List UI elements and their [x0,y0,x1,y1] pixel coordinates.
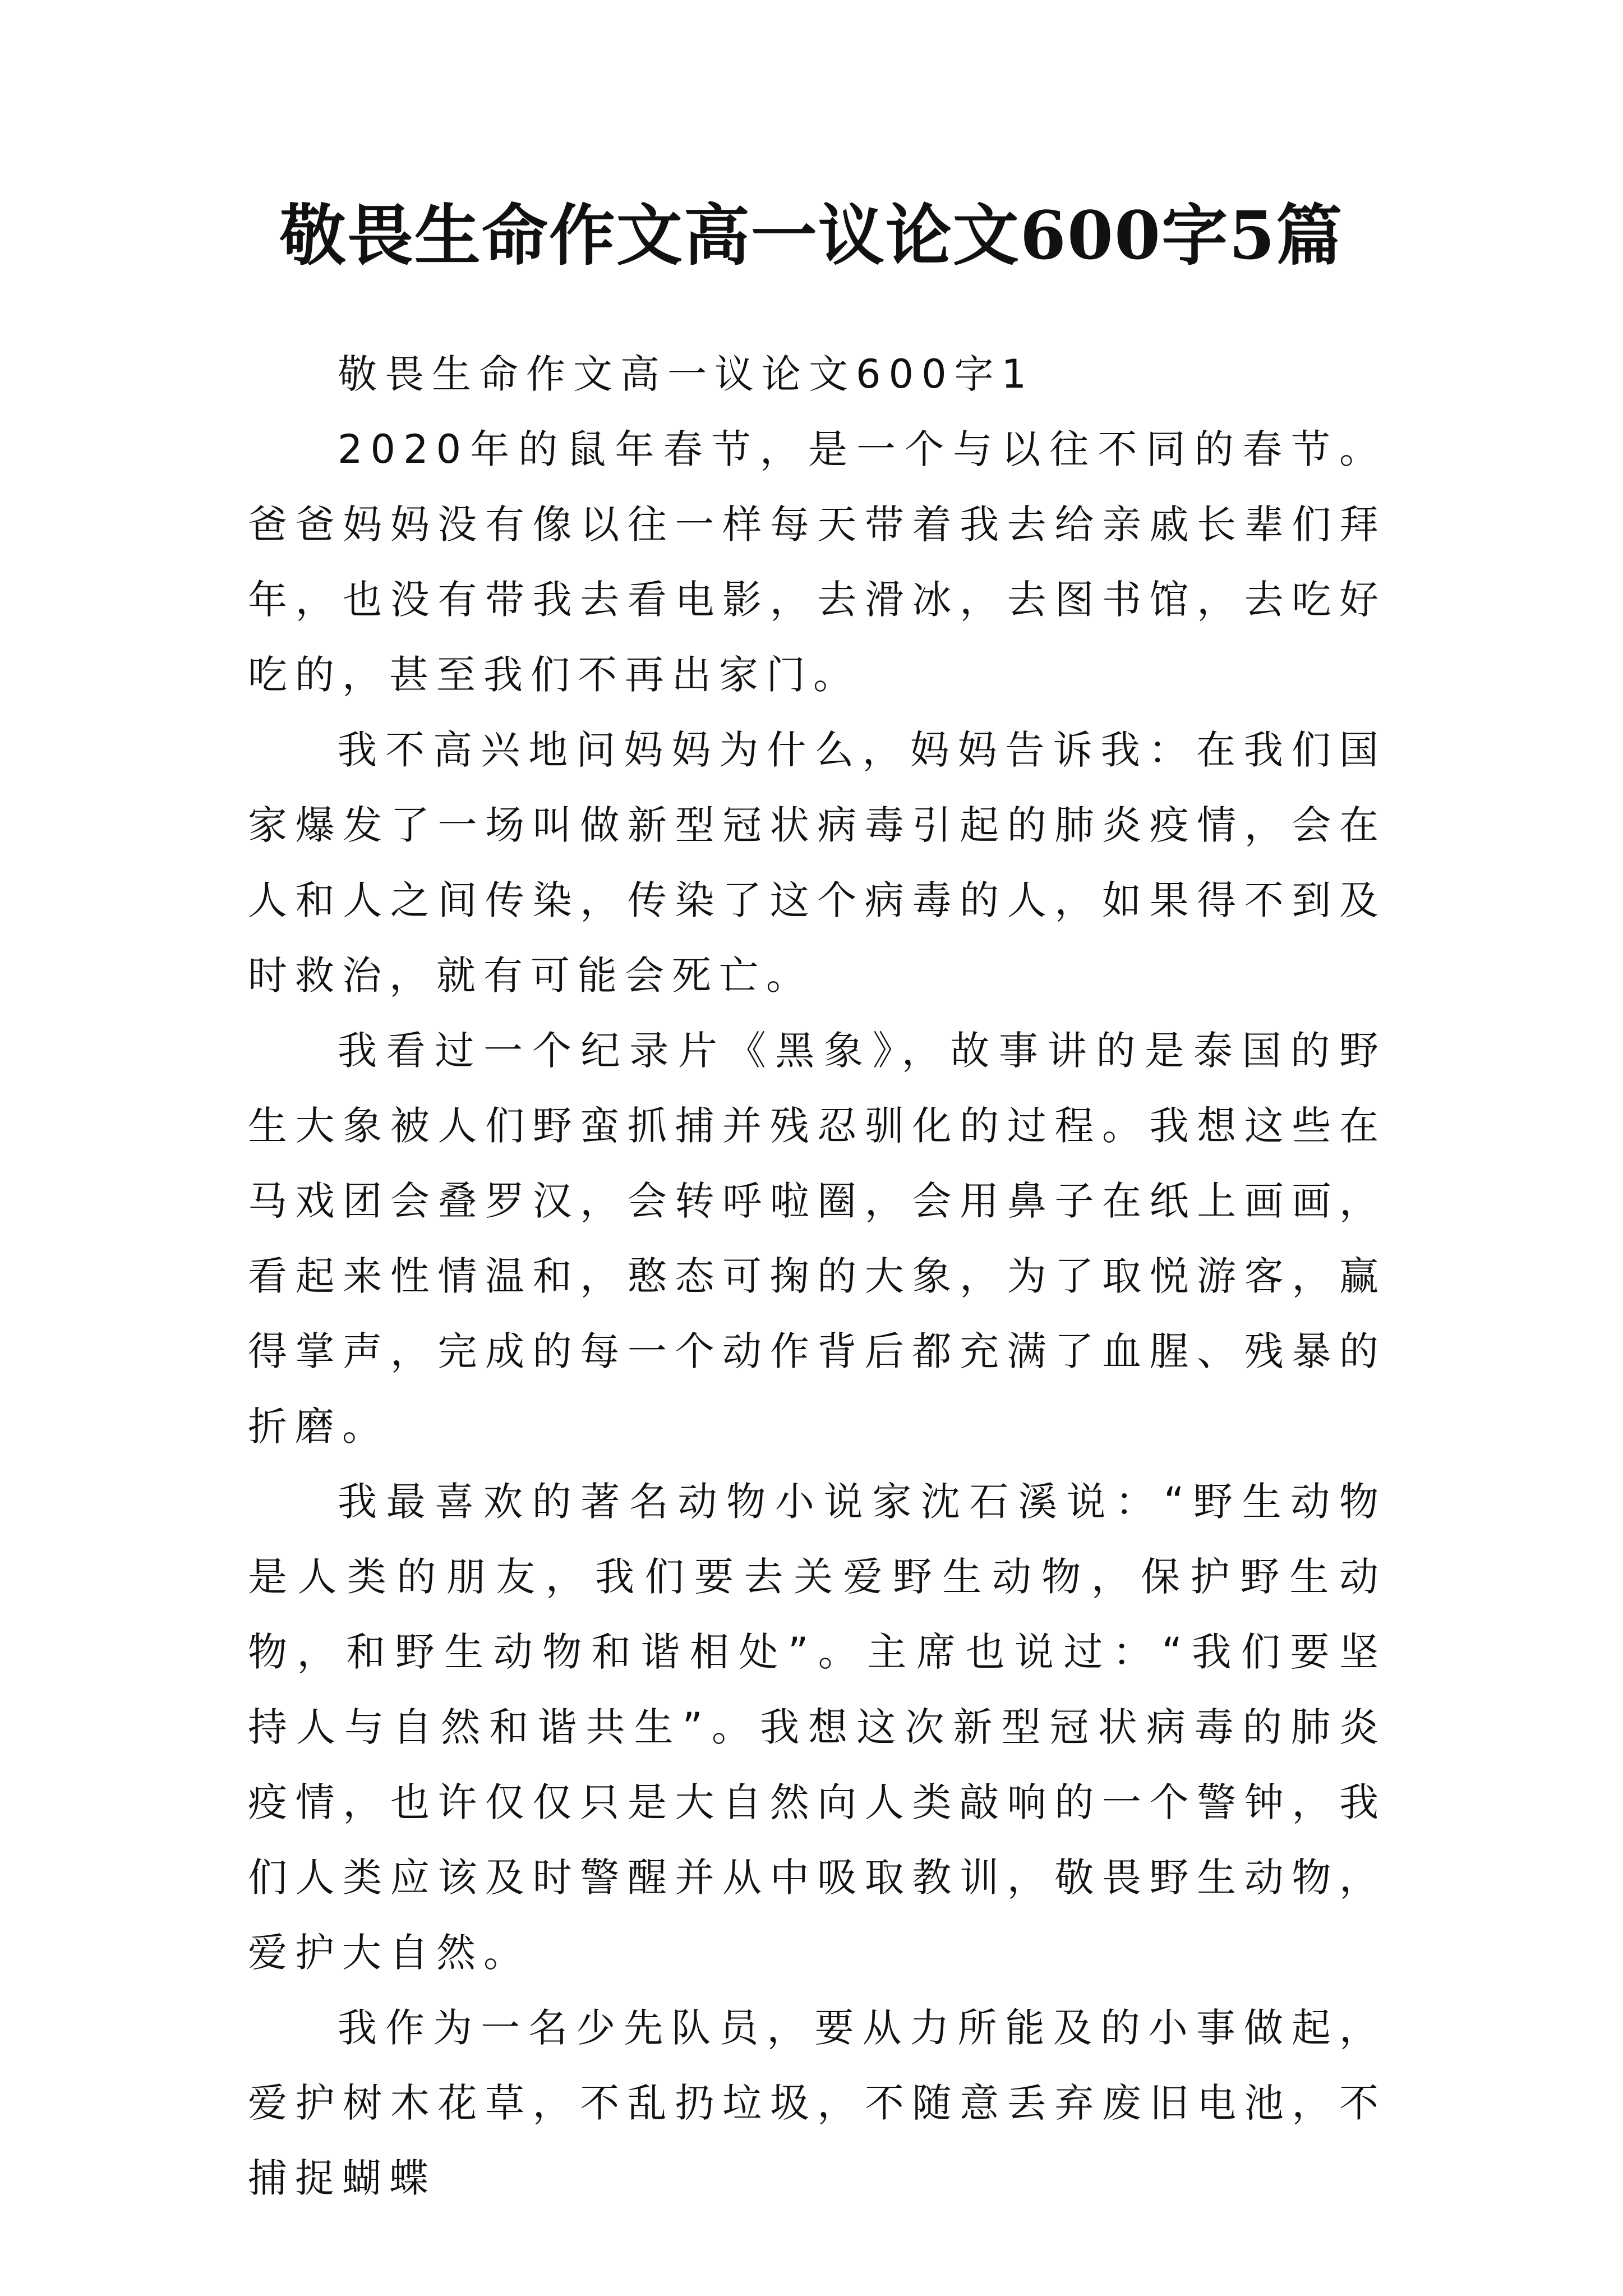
paragraph: 我看过一个纪录片《黑象》，故事讲的是泰国的野生大象被人们野蛮抓捕并残忍驯化的过程。我想这些在马戏团会叠罗汉，会转呼啦圈，会用鼻子在纸上画画，看起来性情温和，憨态可掬的大象，为了取悦游客，赢得掌声，完成的每一个动作背后都充满了血腥、残暴的折磨。 [248,1028,1386,1450]
paragraph: 我不高兴地问妈妈为什么，妈妈告诉我：在我们国家爆发了一场叫做新型冠状病毒引起的肺炎疫情，会在人和人之间传染，传染了这个病毒的人，如果得不到及时救治，就有可能会死亡。 [248,727,1386,999]
document-body [248,337,1386,2216]
document-title: 敬畏生命作文高一议论文600字5篇 [279,196,1344,274]
section-heading: 敬畏生命作文高一议论文600字1 [338,351,1035,397]
paragraph: 我作为一名少先队员，要从力所能及的小事做起，爱护树木花草，不乱扔垃圾，不随意丢弃废旧电池，不捕捉蝴蝶 [248,2005,1386,2201]
paragraph: 我最喜欢的著名动物小说家沈石溪说：“野生动物是人类的朋友，我们要去关爱野生动物，保护野生动物，和野生动物和谐相处”。主席也说过：“我们要坚持人与自然和谐共生”。我想这次新型冠状病毒的肺炎疫情，也许仅仅只是大自然向人类敲响的一个警钟，我们人类应该及时警醒并从中吸取教训，敬畏野生动物，爱护大自然。 [248,1479,1386,1976]
paragraph: 2020年的鼠年春节，是一个与以往不同的春节。爸爸妈妈没有像以往一样每天带着我去给亲戚长辈们拜年，也没有带我去看电影，去滑冰，去图书馆，去吃好吃的，甚至我们不再出家门。 [248,426,1386,698]
